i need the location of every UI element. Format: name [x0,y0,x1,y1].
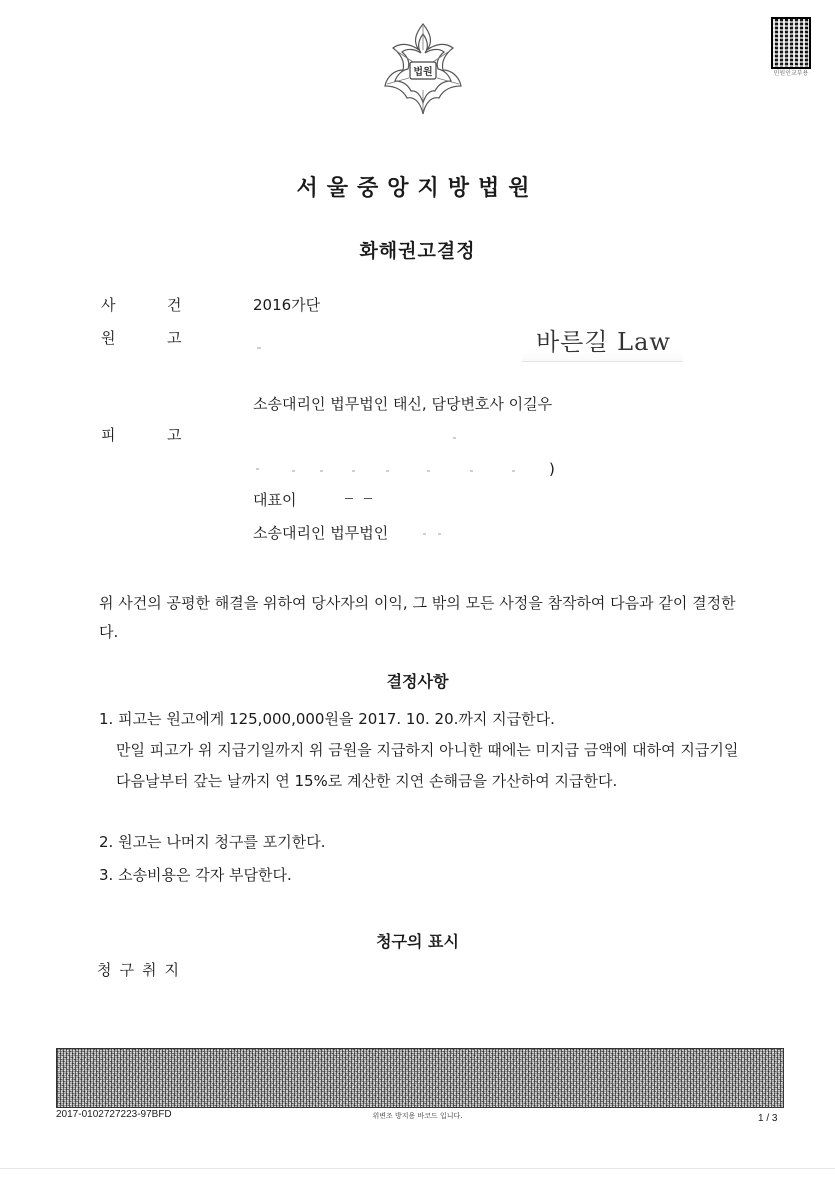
redaction-mark [352,470,355,472]
plaintiff-agent: 소송대리인 법무법인 태신, 담당변호사 이길우 [253,395,553,413]
barcode-notice: 위변조 방지용 바코드 입니다. [372,1112,463,1120]
redaction-mark [512,470,515,472]
page-number: 1 / 3 [758,1113,778,1124]
redaction-mark [423,533,426,535]
law-firm-stamp: 바른길 Law [522,322,683,362]
redaction-mark [256,468,259,470]
court-emblem-icon [381,20,465,120]
plaintiff-label-part1: 원 [101,329,116,347]
anti-forgery-barcode [56,1048,784,1108]
document-number: 2017-0102727223-97BFD [56,1109,172,1120]
defendant-representative: 대표이 [253,491,297,509]
case-label-part1: 사 [101,296,116,314]
decision-item-1-detail: 만일 피고가 위 지급기일까지 위 금원을 지급하지 아니한 때에는 미지급 금액에 대하여 지급기일 다음날부터 갚는 날까지 연 15%로 계산한 지연 손해금을 가산하여 지급한다. [116,741,739,790]
claim-heading: 청구의 표시 [376,932,459,951]
decision-item-2: 2. 원고는 나머지 청구를 포기한다. [99,833,326,851]
plaintiff-label-part2: 고 [167,329,182,347]
redaction-mark [470,470,473,472]
qr-code [771,17,811,69]
claim-purpose-label: 청구취지 [97,961,187,979]
court-name: 서울중앙지방법원 [296,176,539,201]
emblem-label: 법원 [413,67,433,78]
redaction-mark [292,470,295,472]
redaction-mark [386,470,389,472]
redaction-mark [257,347,261,349]
defendant-label-part2: 고 [167,426,182,444]
decision-item-1: 1. 피고는 원고에게 125,000,000원을 2017. 10. 20.까지 지급한다. [99,710,555,728]
qr-caption: 민원인교부용 [773,70,809,77]
decision-heading: 결정사항 [386,672,449,691]
redaction-mark [320,470,323,472]
defendant-label-part1: 피 [101,426,116,444]
redaction-mark [453,437,456,439]
decision-item-3: 3. 소송비용은 각자 부담한다. [99,866,292,884]
intro-paragraph: 위 사건의 공평한 해결을 위하여 당사자의 이익, 그 밖의 모든 사정을 참작하여 다음과 같이 결정한다. [99,594,736,641]
document-title: 화해권고결정 [359,240,476,262]
case-number: 2016가단 [253,296,321,314]
case-label-part2: 건 [167,296,182,314]
redaction-mark [345,498,353,499]
page-edge-divider [0,1168,835,1169]
redaction-mark [364,498,372,499]
defendant-address-end: ) [549,460,555,478]
redaction-mark [438,533,441,535]
redaction-mark [427,470,430,472]
defendant-agent: 소송대리인 법무법인 [253,524,389,542]
